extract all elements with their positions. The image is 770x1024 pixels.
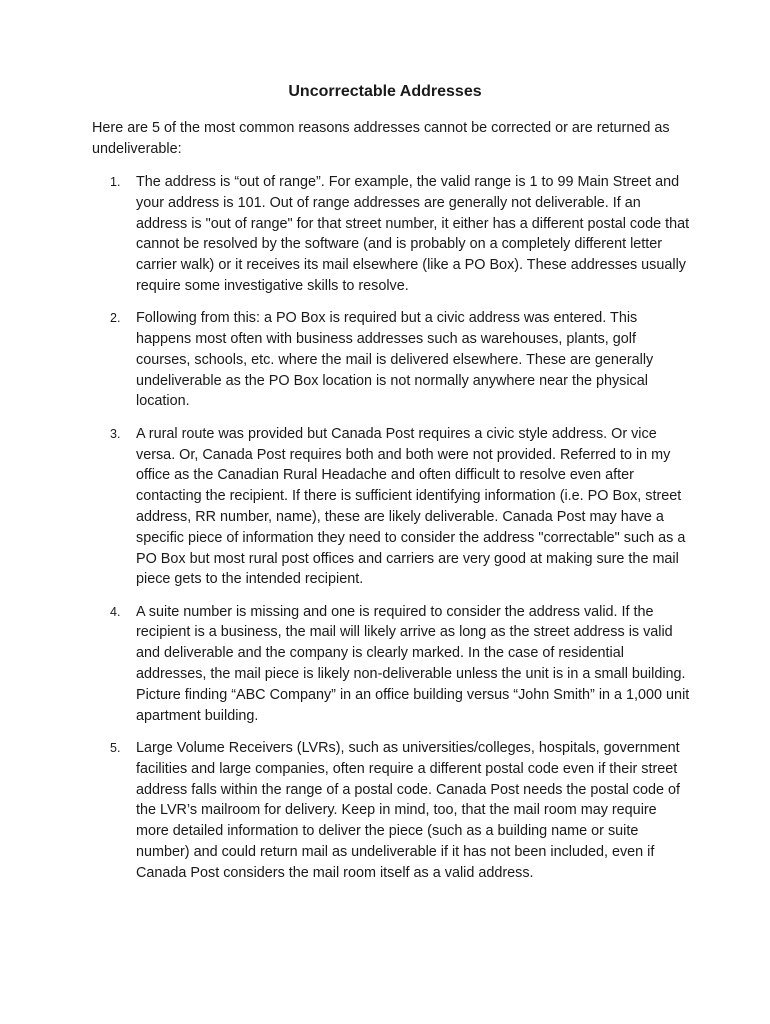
list-item [92,172,692,297]
list-item-text: A suite number is missing and one is required to consider the address valid. If the recipient is a business, the mail will likely arrive as long as the street address is valid and deliverable and the company is clearly marked. In the case of residential addresses, the mail piece is likely non-deliverable unless the unit is in a small building. Picture finding “ABC Company” in an office building versus “John Smith” in a 1,000 unit apartment building. [136,603,690,724]
list-item [92,602,692,727]
reasons-list [92,172,692,884]
intro-paragraph: Here are 5 of the most common reasons addresses cannot be corrected or are returned as undeliverable: [92,120,670,157]
list-item-number: 4. [110,604,121,619]
list-item-number: 3. [110,426,121,441]
list-item-number: 2. [110,311,121,326]
document-title: Uncorrectable Addresses [288,83,482,100]
list-item-number: 1. [110,175,121,189]
list-item [92,738,692,884]
list-item-text: The address is “out of range”. For example, the valid range is 1 to 99 Main Street and your address is 101. Out of range addresses are generally not deliverable. If an address is "out of range" for that street number, it either has a different postal code that cannot be resolved by the software (and is probably on a completely different letter carrier walk) or it receives its mail elsewhere (like a PO Box). These addresses usually require some investigative skills to resolve. [136,174,690,294]
list-item-text: Following from this: a PO Box is required but a civic address was entered. This happens most often with business addresses such as warehouses, plants, golf courses, schools, etc. where the mail is delivered elsewhere. These are generally undeliverable as the PO Box location is not normally anywhere near the physical location. [136,310,654,410]
list-item-number: 5. [110,740,121,755]
list-item [92,424,692,590]
list-item-text: Large Volume Receivers (LVRs), such as universities/colleges, hospitals, government facilities and large companies, often require a different postal code even if their street address falls within the range of a postal code. Canada Post needs the postal code of the LVR’s mailroom for delivery. Keep in mind, too, that the mail room may require more detailed information to deliver the piece (such as a building name or suite number) and could return mail as undeliverable if it has not been included, even if Canada Post considers the mail room itself as a valid address. [136,739,680,881]
list-item-text: A rural route was provided but Canada Post requires a civic style address. Or vice versa. Or, Canada Post requires both and both were not provided. Referred to in my office as the Canadian Rural Headache and often difficult to resolve even after contacting the recipient. If there is sufficient identifying information (i.e. PO Box, street address, RR number, name), these are likely deliverable. Canada Post may have a specific piece of information they need to consider the address "correctable" such as a PO Box but most rural post offices and carriers are very good at making sure the mail piece gets to the intended recipient. [136,425,686,588]
list-item [92,308,692,412]
